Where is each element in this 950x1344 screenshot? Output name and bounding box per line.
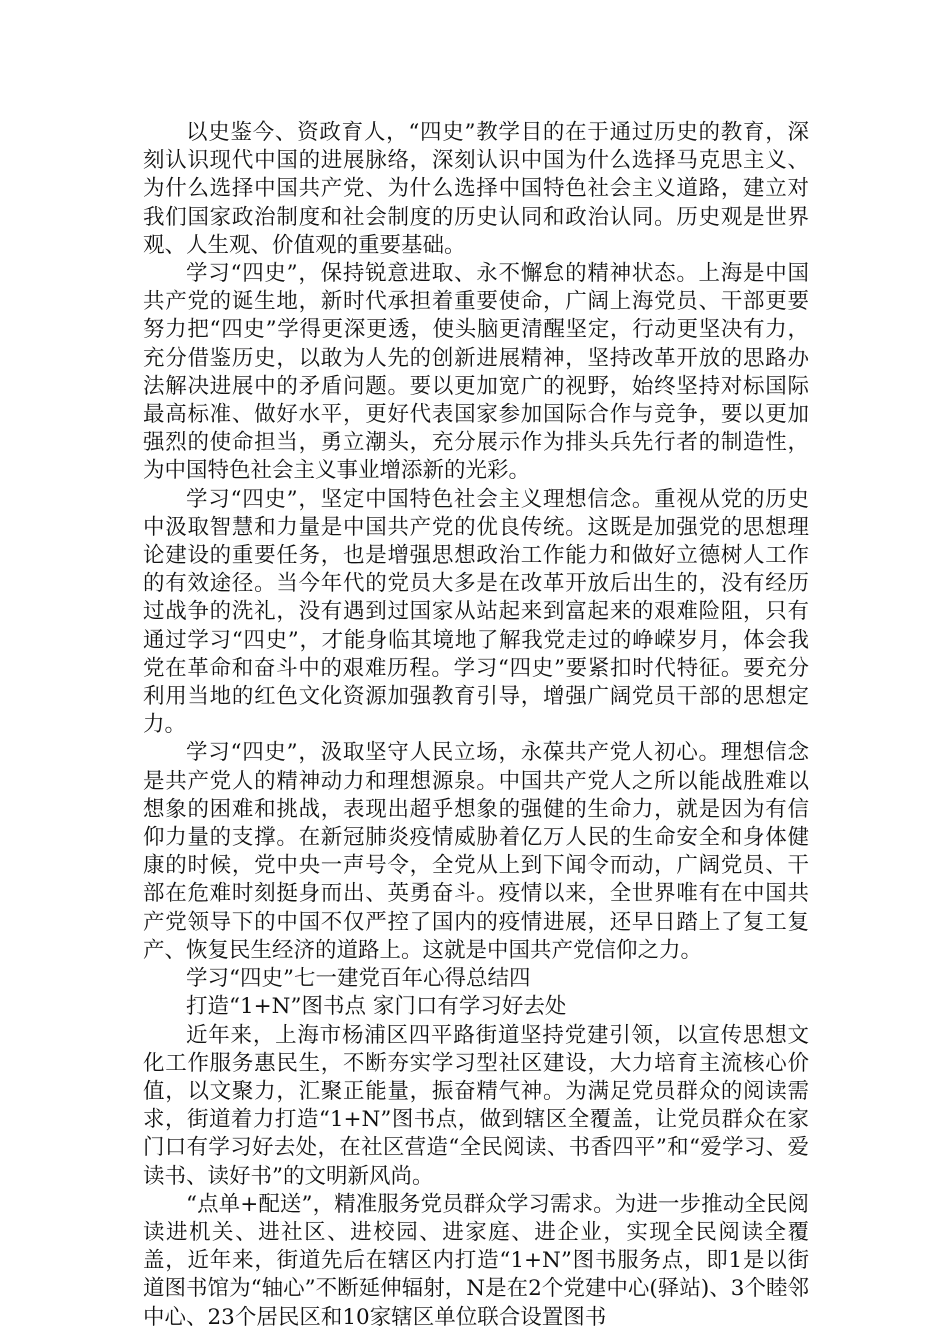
paragraph: 学习“四史”，坚定中国特色社会主义理想信念。重视从党的历史中汲取智慧和力量是中国共产党的优良传统。这既是加强党的思想理论建设的重要任务，也是增强思想政治工作能力和做好立德树人工作的有效途径。当今年代的党员大多是在改革开放后出生的，没有经历过战争的洗礼，没有遇到过国家从站起来到富起来的艰难险阻，只有通过学习“四史”，才能身临其境地了解我党走过的峥嵘岁月，体会我党在革命和奋斗中的艰难历程。学习“四史”要紧扣时代特征。要充分利用当地的红色文化资源加强教育引导，增强广阔党员干部的思想定力。 <box>143 486 809 738</box>
section-subtitle: 打造“1+N”图书点 家门口有学习好去处 <box>186 994 567 1020</box>
paragraph: “点单+配送”，精准服务党员群众学习需求。为进一步推动全民阅读进机关、进社区、进校园、进家庭、进企业，实现全民阅读全覆盖，近年来，街道先后在辖区内打造“1+N”图书服务点，即1是以街道图书馆为“轴心”不断延伸辐射，N是在2个党建中心(驿站)、3个睦邻中心、23个居民区和10家辖区单位联合设置图书 <box>143 1191 809 1330</box>
paragraph: 学习“四史”，汲取坚守人民立场，永葆共产党人初心。理想信念是共产党人的精神动力和理想源泉。中国共产党人之所以能战胜难以想象的困难和挑战，表现出超乎想象的强健的生命力，就是因为有信仰力量的支撑。在新冠肺炎疫情威胁着亿万人民的生命安全和身体健康的时候，党中央一声号令，全党从上到下闻令而动，广阔党员、干部在危难时刻挺身而出、英勇奋斗。疫情以来，全世界唯有在中国共产党领导下的中国不仅严控了国内的疫情进展，还早日踏上了复工复产、恢复民生经济的道路上。这就是中国共产党信仰之力。 <box>143 740 809 963</box>
paragraph: 学习“四史”，保持锐意进取、永不懈怠的精神状态。上海是中国共产党的诞生地，新时代承担着重要使命，广阔上海党员、干部更要努力把“四史”学得更深更透，使头脑更清醒坚定，行动更坚决有力，充分借鉴历史，以敢为人先的创新进展精神，坚持改革开放的思路办法解决进展中的矛盾问题。要以更加宽广的视野，始终坚持对标国际最高标准、做好水平，更好代表国家参加国际合作与竞争，要以更加强烈的使命担当，勇立潮头，充分展示作为排头兵先行者的制造性，为中国特色社会主义事业增添新的光彩。 <box>143 261 809 484</box>
section-title: 学习“四史”七一建党百年心得总结四 <box>186 966 531 992</box>
paragraph: 以史鉴今、资政育人，“四史”教学目的在于通过历史的教育，深刻认识现代中国的进展脉络，深刻认识中国为什么选择马克思主义、为什么选择中国共产党、为什么选择中国特色社会主义道路，建立对我们国家政治制度和社会制度的历史认同和政治认同。历史观是世界观、人生观、价值观的重要基础。 <box>143 120 809 258</box>
document-body <box>143 119 809 1332</box>
paragraph: 近年来，上海市杨浦区四平路街道坚持党建引领，以宣传思想文化工作服务惠民生，不断夯实学习型社区建设，大力培育主流核心价值，以文聚力，汇聚正能量，振奋精气神。为满足党员群众的阅读需求，街道着力打造“1+N”图书点，做到辖区全覆盖，让党员群众在家门口有学习好去处，在社区营造“全民阅读、书香四平”和“爱学习、爱读书、读好书”的文明新风尚。 <box>143 1022 809 1189</box>
